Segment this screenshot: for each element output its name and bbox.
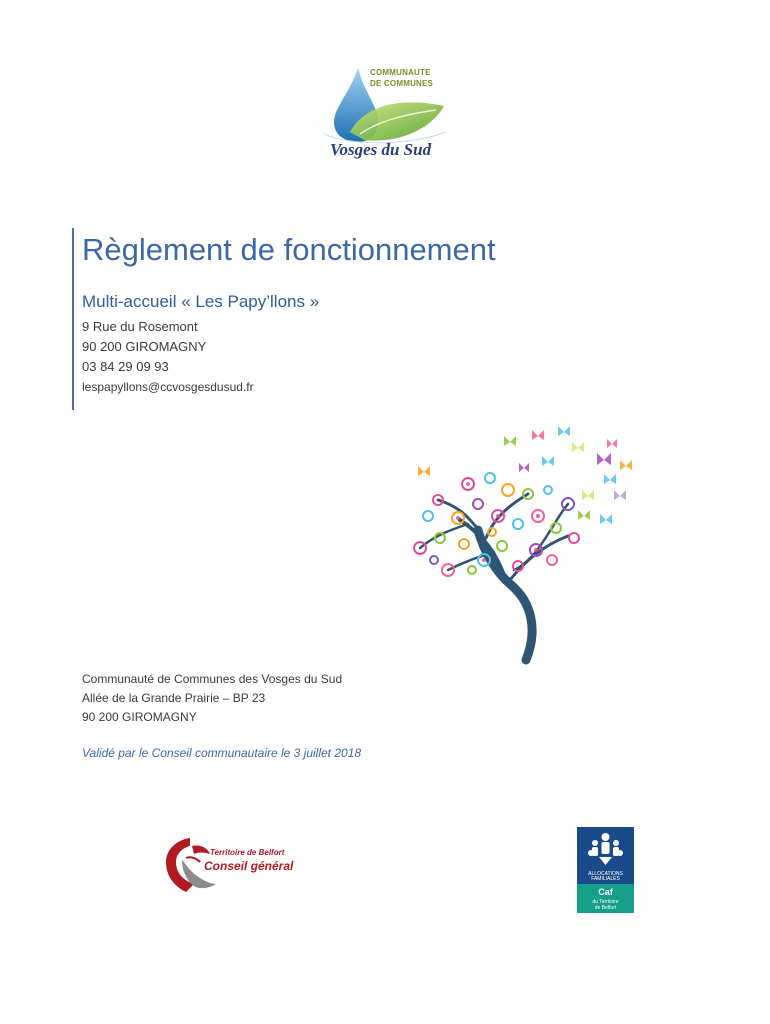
validation-note: Validé par le Conseil communautaire le 3 juillet 2018 bbox=[82, 746, 362, 760]
caf-logo bbox=[577, 827, 634, 913]
title-accent-bar bbox=[72, 228, 74, 410]
address-city: 90 200 GIROMAGNY bbox=[82, 339, 207, 354]
caf-sub bbox=[577, 899, 634, 911]
logo-line-1: COMMUNAUTE bbox=[370, 68, 431, 77]
document-title: Règlement de fonctionnement bbox=[82, 232, 496, 267]
butterfly-tree-icon bbox=[398, 420, 648, 665]
footer-city: 90 200 GIROMAGNY bbox=[82, 710, 197, 724]
caf-family-icon bbox=[577, 827, 634, 871]
caf-top-text: ALLOCATIONS FAMILIALES bbox=[588, 871, 623, 882]
logo-name: Vosges du Sud bbox=[330, 140, 432, 159]
footer-street: Allée de la Grande Prairie – BP 23 bbox=[82, 691, 266, 705]
caf-sub-1: du Territoire bbox=[592, 899, 619, 905]
conseil-general-logo bbox=[160, 832, 310, 898]
logo-line-2: DE COMMUNES bbox=[370, 79, 434, 88]
cg-logo-line-2: Conseil général bbox=[204, 859, 294, 873]
address-street: 9 Rue du Rosemont bbox=[82, 319, 198, 334]
address-email: lespapyllons@ccvosgesdusud.fr bbox=[82, 380, 254, 394]
cg-logo-line-1: Territoire de Belfort bbox=[210, 848, 285, 857]
caf-sub-2: de Belfort bbox=[594, 905, 617, 911]
cc-vosges-du-sud-logo bbox=[320, 62, 452, 164]
address-phone: 03 84 29 09 93 bbox=[82, 359, 169, 374]
caf-name: Caf bbox=[598, 887, 613, 897]
footer-organization: Communauté de Communes des Vosges du Sud bbox=[82, 672, 343, 686]
document-subtitle: Multi-accueil « Les Papy’llons » bbox=[82, 292, 320, 311]
